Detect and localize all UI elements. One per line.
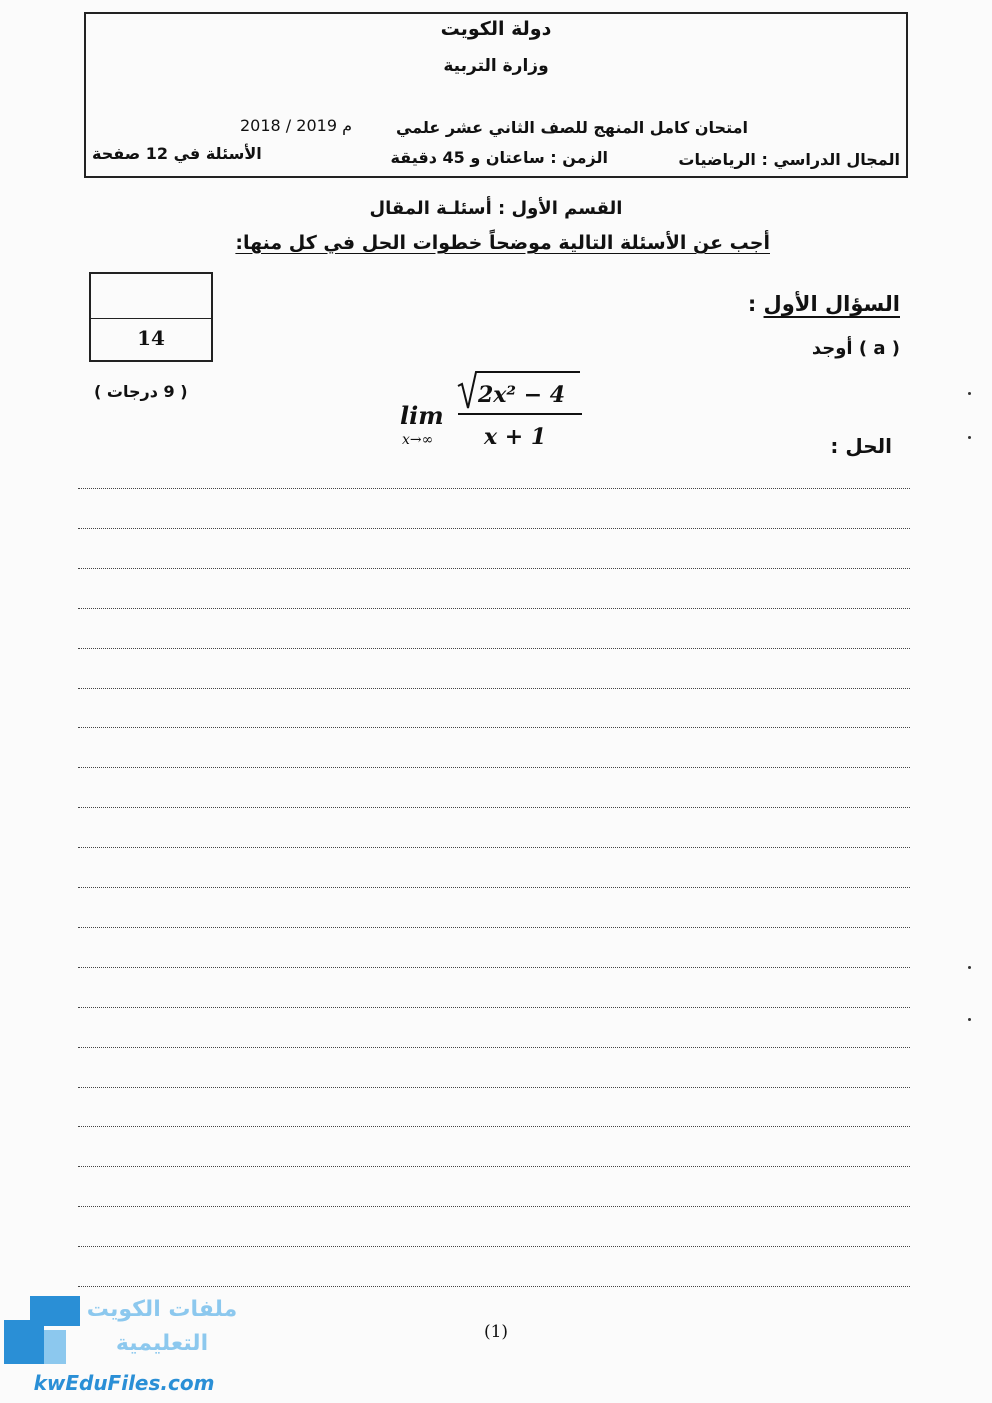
answer-line xyxy=(78,488,910,489)
answer-line xyxy=(78,1286,910,1287)
section-instruction: أجب عن الأسئلة التالية موضحاً خطوات الحل في كل منها: xyxy=(235,232,770,254)
answer-line xyxy=(78,1047,910,1048)
answer-line xyxy=(78,967,910,968)
question-part-a: ( a ) أوجد xyxy=(811,338,900,359)
answer-line xyxy=(78,847,910,848)
answer-line xyxy=(78,927,910,928)
scan-dot xyxy=(968,392,971,395)
question-marks: ( 9 درجات ) xyxy=(94,382,188,401)
answer-line xyxy=(78,688,910,689)
logo-block xyxy=(4,1320,44,1364)
exam-duration: الزمن : ساعتان و 45 دقيقة xyxy=(390,148,608,167)
answer-line xyxy=(78,887,910,888)
answer-line xyxy=(78,608,910,609)
page-number: (1) xyxy=(483,1322,509,1342)
answer-line xyxy=(78,568,910,569)
score-divider xyxy=(91,318,211,319)
answer-line xyxy=(78,528,910,529)
answer-line xyxy=(78,1126,910,1127)
logo-line3: kwEduFiles.com xyxy=(33,1371,215,1395)
scan-dot xyxy=(968,1018,971,1021)
ministry-name: وزارة التربية xyxy=(443,56,549,76)
logo-line2: التعليمية xyxy=(115,1331,209,1356)
country-name: دولة الكويت xyxy=(440,18,552,40)
answer-line xyxy=(78,1166,910,1167)
score-value: 14 xyxy=(137,326,165,350)
question-heading-text: السؤال الأول xyxy=(763,292,900,316)
logo-block xyxy=(44,1330,66,1364)
logo-line1: ملفات الكويت xyxy=(86,1297,238,1322)
answer-line xyxy=(78,807,910,808)
score-box xyxy=(89,272,213,362)
question-heading xyxy=(748,292,900,316)
solution-label: الحل : xyxy=(830,434,892,458)
formula-lim: lim xyxy=(400,401,444,430)
subject-field: المجال الدراسي : الرياضيات xyxy=(678,150,900,169)
answer-line xyxy=(78,767,910,768)
answer-line xyxy=(78,1206,910,1207)
scan-dot xyxy=(968,436,971,439)
formula-subscript: x→∞ xyxy=(402,432,434,448)
formula-numerator: 2x² − 4 xyxy=(478,382,566,408)
formula-denominator: x + 1 xyxy=(484,424,547,450)
exam-title: امتحان كامل المنهج للصف الثاني عشر علمي xyxy=(395,118,748,137)
answer-line xyxy=(78,1246,910,1247)
section-title: القسم الأول : أسئلـة المقال xyxy=(369,198,623,219)
answer-line xyxy=(78,648,910,649)
scan-dot xyxy=(968,966,971,969)
kwedufiles-logo xyxy=(0,1290,246,1398)
answer-line xyxy=(78,1087,910,1088)
question-heading-colon: : xyxy=(747,292,764,316)
academic-year: 2018 / 2019 م xyxy=(240,116,352,135)
page-count: الأسئلة في 12 صفحة xyxy=(92,144,262,163)
answer-line xyxy=(78,727,910,728)
answer-line xyxy=(78,1007,910,1008)
limit-formula xyxy=(396,370,596,460)
